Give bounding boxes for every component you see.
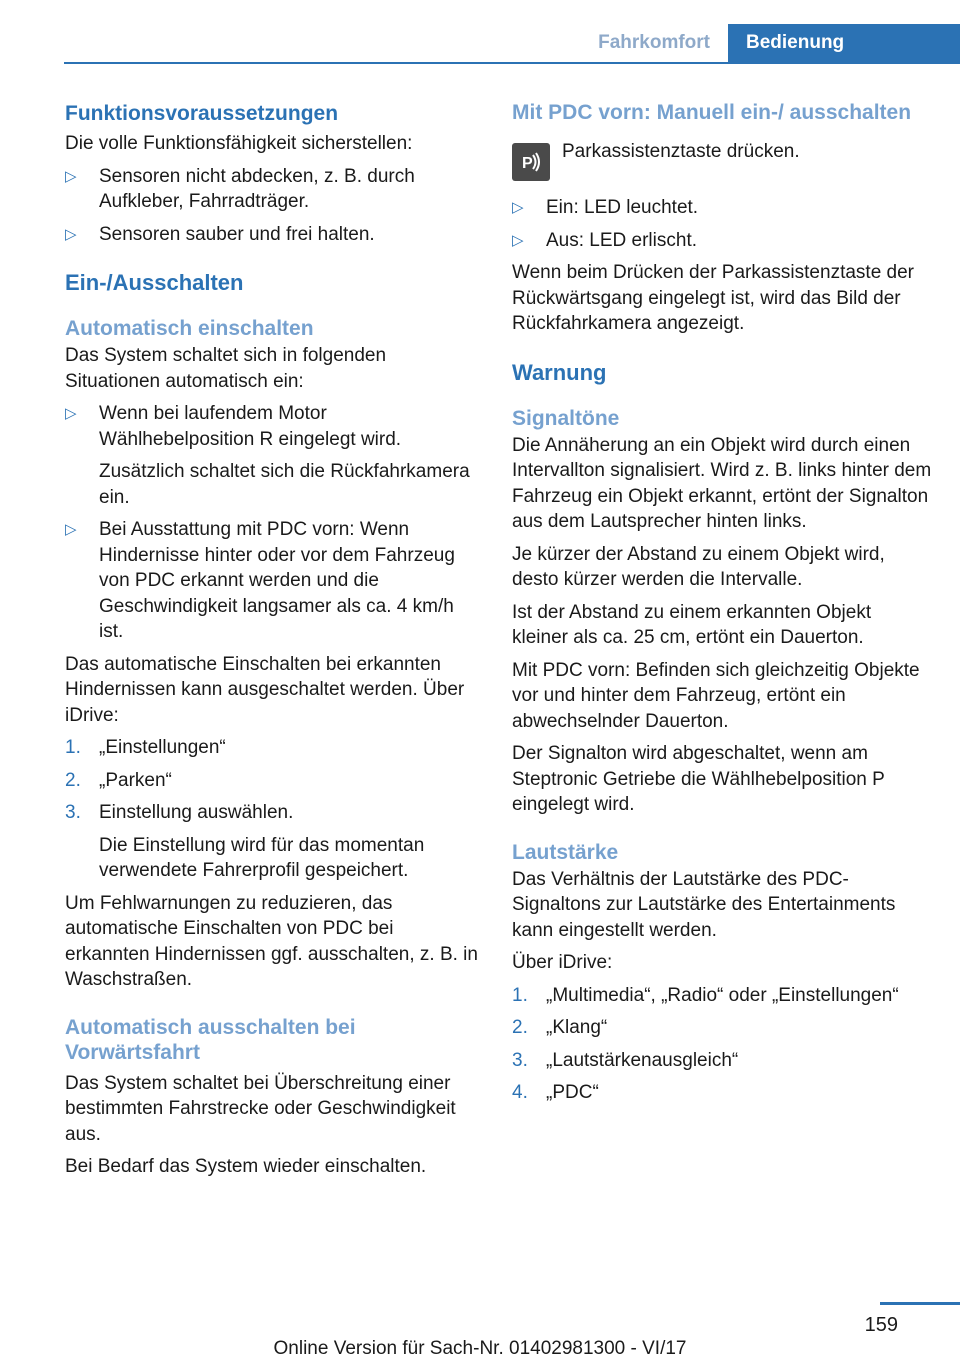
list-item-text: Aus: LED erlischt. [546,229,697,251]
list-item-text: „Klang“ [546,1017,608,1038]
svg-text:P: P [522,155,533,172]
list-item [65,768,483,794]
list-item-text: „PDC“ [546,1082,599,1103]
list-item-text: „Einstellungen“ [99,737,226,758]
paragraph: Je kürzer der Abstand zu einem Objekt wird, desto kürzer werden die Intervalle. [512,543,885,590]
list-item-text: „Parken“ [99,769,172,791]
triangle-bullet-icon: ▷ [65,225,77,243]
subsection-title-pdc-vorn: Mit PDC vorn: Manuell ein-/ ausschalten [512,101,912,124]
paragraph: Über iDrive: [512,952,613,973]
paragraph: Das Verhältnis der Lautstärke des PDC-Signaltons zur Lautstärke des Entertainments kann eingestellt werden. [512,868,896,941]
numbered-list [512,983,932,1106]
list-item [512,195,932,221]
header-rule [64,62,960,64]
list-item-text: Wenn bei laufendem Motor Wählhebelposition R eingelegt wird. [99,403,402,450]
subsection-title-lautstaerke: Lautstärke [512,840,619,864]
header-tabs [580,24,960,62]
right-column [512,100,932,1113]
step-number: 2. [512,1017,528,1038]
paragraph: Mit PDC vorn: Befinden sich gleichzeitig Objekte vor und hinter dem Fahrzeug, ertönt ein abwechselnder Dauerton. [512,659,920,732]
section-title-funktionsvoraussetzungen: Funktionsvoraussetzungen [65,102,339,125]
section-title-warnung: Warnung [512,359,607,385]
list-item [65,800,483,884]
paragraph: Parkassistenztaste drücken. [562,141,800,162]
subsection-title-signaltoene: Signaltöne [512,406,620,430]
triangle-bullet-icon: ▷ [65,167,77,185]
list-item-text: „Lautstärkenausgleich“ [546,1049,739,1071]
step-number: 1. [512,984,528,1006]
step-number: 2. [65,769,81,791]
list-item [65,517,483,645]
list-item-text: Ein: LED leuchtet. [546,197,699,218]
paragraph: Wenn beim Drücken der Parkassistenztaste der Rückwärtsgang eingelegt ist, wird das Bild der Rückfahrkamera angezeigt. [512,262,914,334]
list-item [512,228,932,254]
left-column [65,100,483,1180]
subsection-title-automatisch-einschalten: Automatisch einschalten [65,317,314,340]
list-item-text: „Multimedia“, „Radio“ oder „Einstellungen“ [546,984,899,1006]
page-number: 159 [864,1314,898,1336]
paragraph: Bei Bedarf das System wieder einschalten. [65,1156,427,1177]
triangle-bullet-icon: ▷ [512,199,524,216]
list-item-text: Bei Ausstattung mit PDC vorn: Wenn Hindernisse hinter oder vor dem Fahrzeug von PDC erkannt werden und die Geschwindigkeit langsamer als ca. 4 km/h ist. [99,519,455,642]
list-item-text: Einstellung auswählen. [99,802,294,823]
list-item-subtext: Die Einstellung wird für das momentan verwendete Fahrerprofil gespeichert. [99,834,425,881]
list-item [65,164,483,215]
step-number: 1. [65,737,81,758]
pdc-instruction [512,139,932,181]
step-number: 3. [65,802,81,823]
list-item [65,735,483,761]
paragraph: Das System schaltet bei Überschreitung einer bestimmten Fahrstrecke oder Geschwindigkeit aus. [65,1072,456,1145]
list-item [65,401,483,510]
list-item-text: Sensoren nicht abdecken, z. B. durch Aufkleber, Fahrradträger. [99,165,415,212]
triangle-bullet-icon: ▷ [512,231,524,249]
list-item-subtext: Zusätzlich schaltet sich die Rückfahrkamera ein. [99,461,470,508]
step-number: 4. [512,1082,528,1103]
list-item [512,1080,932,1106]
footer-online-version: Online Version für Sach-Nr. 01402981300 - VI/17 [273,1338,687,1359]
list-item-text: Sensoren sauber und frei halten. [99,223,375,245]
paragraph: Der Signalton wird abgeschaltet, wenn am Steptronic Getriebe die Wählhebelposition P eingelegt wird. [512,743,885,815]
page-number-rule [880,1302,960,1305]
triangle-bullet-icon: ▷ [65,405,77,422]
paragraph: Um Fehlwarnungen zu reduzieren, das automatische Einschalten von PDC bei erkannten Hindernissen ggf. ausschalten, z. B. in Waschstraßen. [65,892,478,990]
section-title-ein-ausschalten: Ein-/Ausschalten [65,270,244,295]
list-item [512,1015,932,1041]
paragraph: Die Annäherung an ein Objekt wird durch einen Intervallton signalisiert. Wird z. B. links hinter dem Fahrzeug ein Objekt erkannt, ertönt der Signalton aus dem Lautsprecher hinten links. [512,434,932,532]
list-item [512,983,932,1009]
bullet-list [65,401,483,645]
bullet-list [512,195,932,253]
list-item [65,222,483,248]
bullet-list [65,164,483,248]
parking-assistant-button-icon [512,143,550,181]
step-number: 3. [512,1049,528,1071]
paragraph: Das System schaltet sich in folgenden Situationen automatisch ein: [65,345,387,392]
triangle-bullet-icon: ▷ [65,521,77,538]
tab-fahrkomfort[interactable]: Fahrkomfort [580,24,728,62]
tab-bedienung[interactable]: Bedienung [728,24,960,62]
paragraph: Die volle Funktionsfähigkeit sicherstellen: [65,133,413,154]
paragraph: Das automatische Einschalten bei erkannten Hindernissen kann ausgeschaltet werden. Über iDrive: [65,653,465,726]
numbered-list [65,735,483,884]
paragraph: Ist der Abstand zu einem erkannten Objekt kleiner als ca. 25 cm, ertönt ein Dauerton. [512,601,872,648]
subsection-title-automatisch-ausschalten: Automatisch ausschalten bei Vorwärtsfahrt [65,1015,356,1064]
list-item [512,1048,932,1074]
